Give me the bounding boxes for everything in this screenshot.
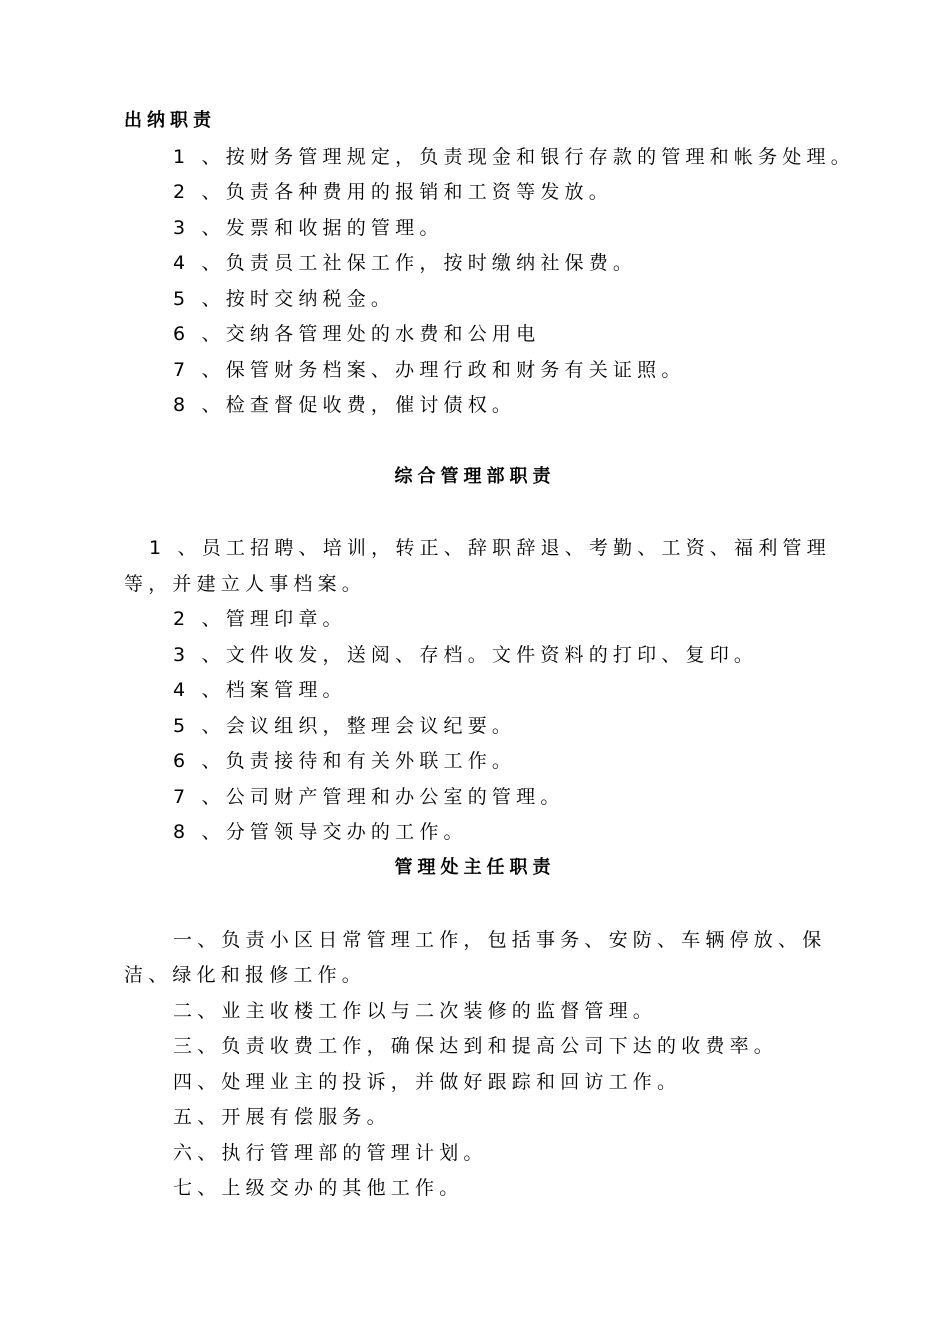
admin-item-5: 5 、会议组织，整理会议纪要。 — [173, 715, 517, 737]
director-item-1-line-2: 洁、绿化和报修工作。 — [124, 964, 367, 986]
cashier-item-4: 4 、负责员工社保工作，按时缴纳社保费。 — [173, 252, 638, 274]
admin-item-3: 3 、文件收发，送阅、存档。文件资料的打印、复印。 — [173, 644, 759, 666]
cashier-item-6: 6 、交纳各管理处的水费和公用电 — [173, 323, 541, 345]
admin-item-4: 4 、档案管理。 — [173, 679, 347, 701]
director-item-4: 四、处理业主的投诉，并做好跟踪和回访工作。 — [173, 1071, 682, 1093]
admin-item-1-line-2: 等，并建立人事档案。 — [124, 573, 367, 595]
cashier-item-7: 7 、保管财务档案、办理行政和财务有关证照。 — [173, 359, 686, 381]
cashier-item-3: 3 、发票和收据的管理。 — [173, 217, 444, 239]
admin-item-8: 8 、分管领导交办的工作。 — [173, 821, 468, 843]
director-item-1-line-1: 一、负责小区日常管理工作，包括事务、安防、车辆停放、保 — [173, 929, 827, 951]
cashier-item-2: 2 、负责各种费用的报销和工资等发放。 — [173, 181, 613, 203]
director-item-5: 五、开展有偿服务。 — [173, 1106, 391, 1128]
director-title: 管理处主任职责 — [394, 857, 556, 878]
admin-item-7: 7 、公司财产管理和办公室的管理。 — [173, 786, 565, 808]
director-item-6: 六、执行管理部的管理计划。 — [173, 1142, 488, 1164]
admin-item-6: 6 、负责接待和有关外联工作。 — [173, 750, 517, 772]
cashier-item-8: 8 、检查督促收费，催讨债权。 — [173, 394, 517, 416]
director-item-3: 三、负责收费工作，确保达到和提高公司下达的收费率。 — [173, 1035, 779, 1057]
cashier-item-1: 1 、按财务管理规定，负责现金和银行存款的管理和帐务处理。 — [173, 146, 855, 168]
cashier-title: 出纳职责 — [124, 110, 216, 131]
admin-title: 综合管理部职责 — [394, 466, 556, 487]
admin-item-1-line-1: 1 、员工招聘、培训，转正、辞职辞退、考勤、工资、福利管理 — [149, 537, 831, 559]
director-item-2: 二、业主收楼工作以与二次装修的监督管理。 — [173, 1000, 658, 1022]
director-item-7: 七、上级交办的其他工作。 — [173, 1177, 464, 1199]
admin-item-2: 2 、管理印章。 — [173, 608, 347, 630]
cashier-item-5: 5 、按时交纳税金。 — [173, 288, 396, 310]
